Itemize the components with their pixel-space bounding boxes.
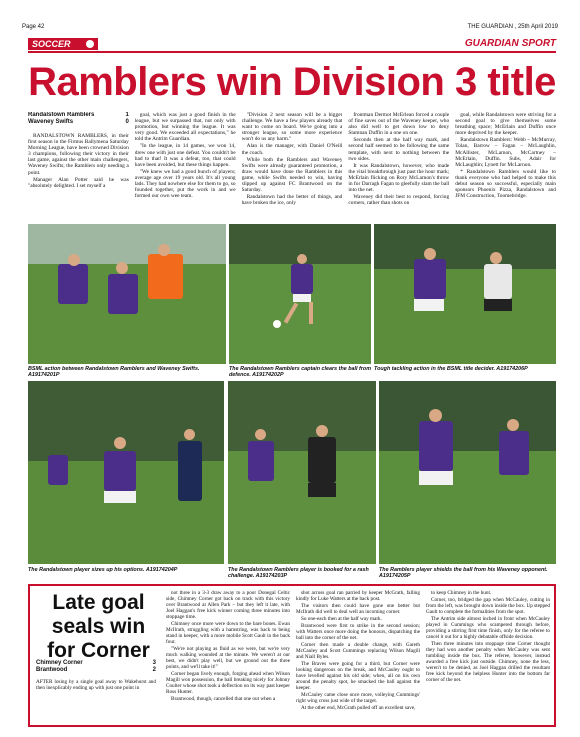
page-number: Page 42 xyxy=(22,24,45,30)
newspaper-date: THE GUARDIAN , 25th April 2019 xyxy=(467,24,558,30)
header-divider xyxy=(28,51,556,53)
team-name: Randalstown Ramblers xyxy=(28,112,95,118)
photo-caption: BSML action between Randalstown Ramblers and Waveney Swifts. A19174201P xyxy=(28,366,200,379)
secondary-column-1 xyxy=(166,590,290,722)
paragraph: "We knew we had a good bunch of players; average age over 19 years old. It's all young lads. They had nowhere else for them to go, so founded together, put the work in and we formed our own wee team. xyxy=(134,168,236,200)
photo-goalkeeper-save xyxy=(28,224,226,364)
team-goals: 0 xyxy=(125,119,129,125)
photo-player-shields-ball xyxy=(379,381,556,564)
photo-caption: Tough tackling action in the BSML title decider. A19174206P xyxy=(374,366,528,372)
article-body xyxy=(28,112,556,222)
paragraph: frontman Dermot McErlean forced a couple of fine saves out of the Waveney keeper, who also did well to get down low to deny Stamnan Duffin in a one on one. xyxy=(348,112,450,137)
paragraph: So one-each then at the half way mark. xyxy=(301,616,382,622)
secondary-headline: Late goal seals win for Corner xyxy=(47,591,150,662)
paragraph: to keep Chimney in the hunt. xyxy=(431,590,492,596)
paragraph: The Braves were going for a third, but Corner were looking dangerous on the break, and McCauley ought to have levelled against his old side; when, all on his own around the penalty spot, he smacked the ball against the keeper. xyxy=(296,661,420,691)
paragraph: "We're not playing as fluid as we were, but we're very much walking wounded at the minute. We weren't at our best, we didn't play well, but we ground out the three points, and we'll take it!" xyxy=(166,646,290,670)
paragraph: At the other end, McGrath pulled off an excellent save, xyxy=(301,705,416,711)
article-column-1 xyxy=(28,112,129,222)
score-row xyxy=(36,660,156,667)
paragraph: RANDALSTOWN RAMBLERS, in their first season in the Firmus Ballymena Saturday Morning League, have been crowned Division 3 champions, following their victory in their last game, against the other main challengers, Waveney Swifts; the Ramblers only needing a point. xyxy=(28,133,129,176)
paragraph: While both the Ramblers and Waveney Swifts were already guaranteed promotion, a draw would have done the Ramblers in this game, while Swifts needed to win, having slipped up against FC Brantwood on the Saturday. xyxy=(241,156,343,194)
photo-tough-tackle xyxy=(374,224,556,364)
photo-caption: The Randalstown Ramblers player is booked for a rash challenge. A19174203P xyxy=(228,567,369,580)
score-row xyxy=(28,119,129,126)
secondary-column-3 xyxy=(426,590,550,722)
photo-captain-clears xyxy=(229,224,371,364)
paragraph: Brantwood were first to strike in the second session; with Watters once more doing the honours, dispatching the ball into the corner of the net. xyxy=(296,623,420,641)
paragraph: Then three minutes into stoppage time Corner thought they had won another penalty when McCauley was sent tumbling inside the box. The referee, however, instead awarded a free kick just outside. Chimney, none the less, weren't to be denied, as Joel Haggan drilled the resultant free kick beyond the helpless Hunter into the bottom far corner of the net. xyxy=(426,641,550,683)
paragraph: Manager Alan Potter said he was "absolutely delighted. I set myself a xyxy=(28,176,129,189)
match-score xyxy=(28,112,129,126)
paragraph: not three in a 3-3 draw away to a poor Donegal Celtic side, Chimney Corner got back on track with this victory over Brantwood at Allen Park – but they left it late, with Joel Haggan's free kick winner coming three minutes into stoppage time. xyxy=(166,590,290,620)
paragraph: Seconds then at the half way mark, and second half seemed to be following the same template, with next to nothing between the two sides. xyxy=(348,137,450,162)
paragraph: McCauley came close once more, volleying Cummings' right wing cross just wide of the target. xyxy=(296,692,420,704)
score-row xyxy=(36,667,156,674)
paragraph: goal, while Randalstown were striving for a second goal to give themselves some breathing space; McErlain and Duffin once more deprived by the keeper. xyxy=(455,112,556,137)
team-name: Chimney Corner xyxy=(36,660,83,666)
paragraph: Corner began lively enough, forging ahead when Wilson Magill won possession, the ball breaking nicely for Johnny Coulter whose shot took a deflection on its way past keeper Ross Hunter. xyxy=(166,671,290,695)
main-headline: Ramblers win Division 3 title xyxy=(28,60,556,104)
secondary-column-2 xyxy=(296,590,420,722)
paragraph: Corner then made a double change, with Gareth McCauley and Scott Cummings replacing Wilson Magill and Niall Byles. xyxy=(296,642,420,660)
team-goals: 1 xyxy=(125,112,129,118)
photo-caption: The Ramblers player shields the ball from his Waveney opponent. A19174205P xyxy=(379,567,548,580)
paragraph: The visitors then could have gone one better but McIlrath did well to deal well an incoming corner. xyxy=(296,603,420,615)
secondary-match-score xyxy=(36,660,156,674)
photo-player-booked xyxy=(228,381,376,564)
article-column-4 xyxy=(348,112,449,222)
team-name: Brantwood xyxy=(36,667,68,673)
team-name: Waveney Swifts xyxy=(28,119,74,125)
guardian-sport-brand xyxy=(465,38,556,50)
paragraph: Randalstown Ramblers: Webb – McMurray, Tolan, Barrow – Fagan – McLaughlin, McAllister, McLarnon, McCartney – McErlain, Duffin. Subs, Adair for McLaughlin; Lynett for McLarnon. xyxy=(455,137,556,168)
paragraph: Chimney once more were down to the bare bones. Ewan McIlrath, struggling with a hamstring, was back to being stand in keeper, with a more mobile Scott Gault in the back four. xyxy=(166,621,290,645)
paragraph: goal, which was just a good finish in the league, but we surpassed that, not only with promotion, but winning the league. It was very good. We exceeded all expectations," he told the Antrim Guardian. xyxy=(134,112,236,143)
photo-caption: The Randalstown player sizes up his options. A19174204P xyxy=(28,567,178,573)
section-label: SOCCER xyxy=(32,39,71,49)
paragraph: "Division 2 next season will be a bigger challenge. We have a few players already that want to come on board. We're going into a stronger league, so some more experience won't do us any harm." xyxy=(241,112,343,143)
secondary-intro: AFTER losing by a single goal away to Wakehurst and then inexplicably ending up with just one point in xyxy=(36,679,156,691)
photo-player-options xyxy=(28,381,224,564)
football-icon xyxy=(86,40,94,48)
paragraph: The Antrim side almost inched in front when McCauley played in Cummings who scampered through before, providing a stirring first time finish, only for the referee to cancel it out for a highly debatable offside decision. xyxy=(426,616,550,640)
photo-caption: The Randalstown Ramblers captain clears the ball from defence. A19174202P xyxy=(229,366,371,379)
paragraph: "In the league, in 14 games, we won 14, drew one with just one defeat. You couldn't be bad to that! It was a defeat, too, that could have been avoided, but these things happen. xyxy=(134,143,236,168)
paragraph: shot across goal ran parried by keeper McGrath, falling kindly for Luke Watters at the back post. xyxy=(296,590,420,602)
team-goals: 3 xyxy=(152,660,156,666)
article-column-2 xyxy=(135,112,236,222)
paragraph: Alan is the manager, with Daniel O'Neill the coach. xyxy=(241,143,343,156)
paragraph: * Randalstown Ramblers would like to thank everyone who had helped to make this debut season so successful, especially main sponsors Phoenix Pizza, Randalstown and JFM Construction, Toomebridge. xyxy=(455,168,556,200)
paragraph: Randalstown had the better of things, and have broken the ice, only xyxy=(241,194,343,207)
brand-section: SPORT xyxy=(521,38,556,49)
brand-name: GUARDIAN xyxy=(464,38,519,49)
article-column-5 xyxy=(455,112,556,222)
score-row xyxy=(28,112,129,119)
secondary-article-body xyxy=(166,590,550,722)
page-header-line xyxy=(22,24,558,30)
team-goals: 2 xyxy=(152,667,156,673)
article-column-3 xyxy=(242,112,343,222)
section-banner xyxy=(28,38,98,50)
paragraph: Waveney did their best to respond, forcing corners, rather than shots on xyxy=(348,194,450,207)
paragraph: Brantwood, though, cancelled that one out when a xyxy=(171,696,276,702)
paragraph: It was Randalstown, however, who made the vital breakthrough just past the hour mark; McErlain flicking on Rory McLarnon's throw in for Darragh Fagan to gleefully slam the ball into the net. xyxy=(348,162,450,194)
paragraph: Corner, too, bridged the gap when McCauley, cutting in from the left, was brought down inside the box. Up stepped Gault to complete the formalities from the spot. xyxy=(426,597,550,615)
